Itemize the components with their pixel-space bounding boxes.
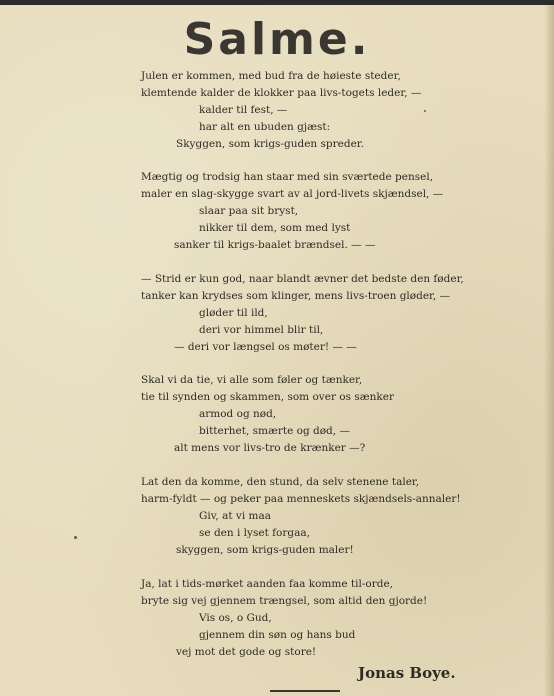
poem-line: Mægtig og trodsig han staar med sin sværtede pensel, <box>141 171 434 183</box>
paper-speck <box>74 536 77 539</box>
poem-line: slaar paa sit bryst, <box>199 205 299 217</box>
poem-line: bryte sig vej gjennem trængsel, som altid den gjorde! <box>141 595 428 607</box>
poem-line: har alt en ubuden gjæst: <box>199 121 331 133</box>
poem-line: armod og nød, <box>199 408 277 420</box>
poem-line: tanker kan krydses som klinger, mens livs-troen gløder, — <box>141 290 451 302</box>
page-edge-shadow <box>544 5 554 696</box>
poem-line: deri vor himmel blir til, <box>199 324 324 336</box>
poem-line: alt mens vor livs-tro de krænker —? <box>174 442 366 454</box>
poem-line: kalder til fest, — <box>199 104 288 116</box>
poem-line: skyggen, som krigs-guden maler! <box>176 544 354 556</box>
poem-line: gløder til ild, <box>199 307 268 319</box>
poem-line: tie til synden og skammen, som over os sænker <box>141 391 394 403</box>
poem-line: Lat den da komme, den stund, da selv stenene taler, <box>141 476 420 488</box>
poem-line: Ja, lat i tids-mørket aanden faa komme til-orde, <box>141 578 393 590</box>
poem-line: maler en slag-skygge svart av al jord-livets skjændsel, — <box>141 188 444 200</box>
poem-line: — Strid er kun god, naar blandt ævner det bedste den føder, <box>141 273 464 285</box>
poem-line: sanker til krigs-baalet brændsel. — — <box>174 239 376 251</box>
poem-line: Skal vi da tie, vi alle som føler og tænker, <box>141 374 363 386</box>
poem-line: bitterhet, smærte og død, — <box>199 425 350 437</box>
closing-rule <box>270 690 340 692</box>
poem-line: gjennem din søn og hans bud <box>199 629 356 641</box>
poem-line: klemtende kalder de klokker paa livs-togets leder, — <box>141 87 422 99</box>
poem-title: Salme. <box>183 14 371 65</box>
poem-line: Vis os, o Gud, <box>199 612 272 624</box>
author-signature: Jonas Boye. <box>358 664 456 682</box>
poem-line: vej mot det gode og store! <box>176 646 317 658</box>
poem-line: se den i lyset forgaa, <box>199 527 310 539</box>
poem-line: harm-fyldt — og peker paa menneskets skjændsels-annaler! <box>141 493 461 505</box>
poem-line: Skyggen, som krigs-guden spreder. <box>176 138 364 150</box>
poem-line: nikker til dem, som med lyst <box>199 222 351 234</box>
poem-line: Julen er kommen, med bud fra de høieste steder, <box>141 70 401 82</box>
poem-line: Giv, at vi maa <box>199 510 272 522</box>
poem-line: — deri vor længsel os møter! — — <box>174 341 357 353</box>
paper-speck <box>424 110 426 112</box>
